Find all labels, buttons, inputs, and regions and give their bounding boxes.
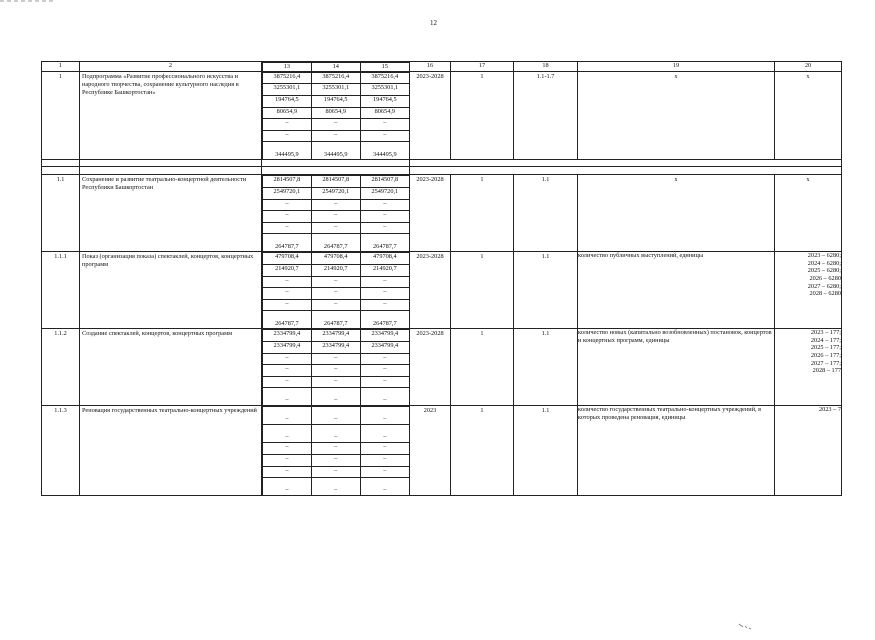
- fin-value: –: [360, 365, 409, 377]
- fin-value: 479708,4: [360, 253, 409, 265]
- fin-value: –: [263, 376, 312, 388]
- fin-value: –: [360, 376, 409, 388]
- fin-value: 264787,7: [360, 234, 409, 252]
- col-header-14: 14: [311, 63, 360, 71]
- fin-value: 264787,7: [263, 234, 312, 252]
- fin-value: –: [360, 425, 409, 443]
- row-period: 2023-2028: [410, 71, 451, 160]
- fin-value: 2549720,1: [360, 188, 409, 200]
- fin-value: –: [311, 130, 360, 142]
- fin-value: –: [263, 130, 312, 142]
- fin-value: –: [360, 388, 409, 406]
- fin-value: –: [263, 222, 312, 234]
- program-table: [41, 61, 842, 496]
- page-number: 12: [430, 19, 437, 27]
- row-metric: количество новых (капитально возобновленных) постановок, концертов и концертных программ, единицы: [578, 329, 775, 406]
- row-metric: x: [578, 71, 775, 160]
- fin-value: –: [311, 199, 360, 211]
- finance-cell: [262, 329, 410, 406]
- fin-value: –: [360, 299, 409, 311]
- fin-value: –: [360, 130, 409, 142]
- finance-subtable: [262, 329, 409, 405]
- fin-value: –: [263, 407, 312, 425]
- fin-value: –: [311, 222, 360, 234]
- value-line: 2024 – 177;: [810, 336, 841, 344]
- fin-value: –: [311, 425, 360, 443]
- fin-value: 2814507,8: [311, 176, 360, 188]
- pen-mark: [738, 622, 752, 630]
- fin-value: 3255301,1: [263, 84, 312, 96]
- fin-value: –: [360, 443, 409, 455]
- fin-value: –: [311, 443, 360, 455]
- fin-value: 80654,9: [360, 107, 409, 119]
- fin-value: –: [311, 299, 360, 311]
- fin-value: –: [263, 276, 312, 288]
- fin-value: 2334799,4: [360, 330, 409, 342]
- spacer-row: [42, 167, 842, 175]
- table-row: [42, 252, 842, 329]
- fin-value: –: [360, 199, 409, 211]
- fin-value: –: [263, 388, 312, 406]
- row-values: [775, 406, 842, 496]
- row-col17: 1: [451, 175, 514, 252]
- fin-value: 80654,9: [263, 107, 312, 119]
- col-header-17: 17: [451, 62, 514, 72]
- row-name: Сохранение и развитие театрально-концертной деятельности Республики Башкортостан: [80, 175, 262, 252]
- fin-value: 194764,5: [311, 96, 360, 108]
- fin-value: 3875216,4: [311, 72, 360, 84]
- row-name: Показ (организация показа) спектаклей, концертов, концертных программ: [80, 252, 262, 329]
- value-line: 2028 – 6280: [809, 290, 841, 298]
- row-metric: количество публичных выступлений, единицы: [578, 252, 775, 329]
- row-col17: 1: [451, 252, 514, 329]
- row-metric: количество государственных театрально-концертных учреждений, в которых проведена реновация, единицы: [578, 406, 775, 496]
- fin-value: 2814507,8: [360, 176, 409, 188]
- table-row: [42, 175, 842, 252]
- value-line: 2028 – 177: [812, 367, 841, 375]
- fin-value: –: [311, 454, 360, 466]
- value-line: 2024 – 6280;: [807, 259, 841, 267]
- fin-value: 2549720,1: [263, 188, 312, 200]
- fin-value: –: [263, 454, 312, 466]
- fin-value: 2334799,4: [360, 341, 409, 353]
- fin-value: 2334799,4: [311, 341, 360, 353]
- col-header-1: 1: [42, 62, 80, 72]
- fin-value: –: [311, 211, 360, 223]
- fin-value: 2814507,8: [263, 176, 312, 188]
- fin-value: –: [360, 222, 409, 234]
- fin-value: –: [360, 211, 409, 223]
- fin-value: –: [311, 388, 360, 406]
- finance-subtable: [262, 72, 409, 160]
- finance-cell: [262, 71, 410, 160]
- fin-value: 194764,5: [263, 96, 312, 108]
- fin-value: –: [360, 454, 409, 466]
- value-line: 2027 – 177;: [810, 359, 841, 367]
- fin-value: –: [263, 365, 312, 377]
- row-id: 1.1.1: [42, 252, 80, 329]
- row-col17: 1: [451, 406, 514, 496]
- fin-value: 3255301,1: [311, 84, 360, 96]
- fin-value: –: [360, 119, 409, 131]
- row-name: Создание спектаклей, концертов, концертных программ: [80, 329, 262, 406]
- row-col18: 1.1: [514, 329, 578, 406]
- table-row: [42, 329, 842, 406]
- fin-value: –: [360, 407, 409, 425]
- finance-subtable: [262, 252, 409, 328]
- row-metric: x: [578, 175, 775, 252]
- col-header-18: 18: [514, 62, 578, 72]
- value-line: 2023 – 177;: [810, 329, 841, 337]
- fin-value: –: [311, 365, 360, 377]
- fin-value: –: [311, 376, 360, 388]
- value-line: 2023 – 6280;: [807, 252, 841, 260]
- fin-value: 214920,7: [263, 264, 312, 276]
- column-header-row: [42, 62, 842, 72]
- row-id: 1.1: [42, 175, 80, 252]
- finance-subtable: [262, 175, 409, 251]
- fin-value: –: [263, 199, 312, 211]
- row-period: 2023-2028: [410, 175, 451, 252]
- col-header-16: 16: [410, 62, 451, 72]
- fin-value: –: [360, 353, 409, 365]
- fin-value: 2334799,4: [311, 330, 360, 342]
- table-row: [42, 71, 842, 160]
- fin-value: 2549720,1: [311, 188, 360, 200]
- fin-value: 344495,9: [263, 142, 312, 160]
- fin-value: 264787,7: [263, 311, 312, 329]
- fin-value: –: [263, 425, 312, 443]
- row-name: Реновация государственных театрально-концертных учреждений: [80, 406, 262, 496]
- fin-value: 264787,7: [311, 311, 360, 329]
- fin-value: 3875216,4: [263, 72, 312, 84]
- fin-value: –: [263, 288, 312, 300]
- fin-value: –: [360, 276, 409, 288]
- col-header-13: 13: [263, 63, 312, 71]
- fin-value: –: [311, 353, 360, 365]
- row-name: Подпрограмма «Развитие профессионального искусства и народного творчества, сохранение культурного наследия в Республике Башкортостан»: [80, 71, 262, 160]
- row-col18: 1.1: [514, 175, 578, 252]
- fin-value: –: [263, 211, 312, 223]
- fin-value: 264787,7: [311, 234, 360, 252]
- col-header-2: 2: [80, 62, 262, 72]
- fin-value: 80654,9: [311, 107, 360, 119]
- col-header-20: 20: [775, 62, 842, 72]
- fin-value: 479708,4: [263, 253, 312, 265]
- fin-value: –: [311, 478, 360, 496]
- fin-value: 214920,7: [360, 264, 409, 276]
- finance-subtable: [262, 406, 409, 495]
- col-header-19: 19: [578, 62, 775, 72]
- fin-value: –: [263, 353, 312, 365]
- fin-value: –: [360, 478, 409, 496]
- fin-value: –: [263, 478, 312, 496]
- fin-value: 3875216,4: [360, 72, 409, 84]
- col-header-15: 15: [360, 63, 409, 71]
- row-period: 2023: [410, 406, 451, 496]
- fin-value: –: [311, 288, 360, 300]
- row-col17: 1: [451, 329, 514, 406]
- spacer-row: [42, 160, 842, 167]
- row-col18: 1.1: [514, 252, 578, 329]
- col-header-13-15: [262, 62, 410, 72]
- fin-value: 2334799,4: [263, 330, 312, 342]
- fin-value: –: [311, 407, 360, 425]
- finance-cell: [262, 252, 410, 329]
- fin-value: –: [263, 299, 312, 311]
- scan-edge-mark: [0, 0, 55, 3]
- fin-value: –: [360, 288, 409, 300]
- value-line: 2025 – 177;: [810, 344, 841, 352]
- fin-value: –: [311, 276, 360, 288]
- fin-value: 214920,7: [311, 264, 360, 276]
- fin-value: 2334799,4: [263, 341, 312, 353]
- fin-value: 194764,5: [360, 96, 409, 108]
- value-line: 2023 – 7: [818, 406, 841, 414]
- table-row: [42, 406, 842, 496]
- fin-value: –: [263, 119, 312, 131]
- row-period: 2023-2028: [410, 329, 451, 406]
- row-id: 1.1.2: [42, 329, 80, 406]
- row-values: [775, 252, 842, 329]
- fin-value: 3255301,1: [360, 84, 409, 96]
- row-values: [775, 329, 842, 406]
- fin-value: 479708,4: [311, 253, 360, 265]
- finance-cell: [262, 175, 410, 252]
- row-id: 1: [42, 71, 80, 160]
- fin-value: –: [263, 466, 312, 478]
- finance-cell: [262, 406, 410, 496]
- row-id: 1.1.3: [42, 406, 80, 496]
- fin-value: –: [263, 443, 312, 455]
- value-line: 2027 – 6280;: [807, 282, 841, 290]
- value-line: 2025 – 6280;: [807, 267, 841, 275]
- fin-value: 344495,9: [360, 142, 409, 160]
- value-line: 2026 – 177;: [810, 352, 841, 359]
- row-period: 2023-2028: [410, 252, 451, 329]
- row-col17: 1: [451, 71, 514, 160]
- row-col18: 1.1: [514, 406, 578, 496]
- fin-value: –: [311, 466, 360, 478]
- row-values: x: [775, 71, 842, 160]
- fin-value: 264787,7: [360, 311, 409, 329]
- fin-value: –: [311, 119, 360, 131]
- row-col18: 1.1-1.7: [514, 71, 578, 160]
- row-values: x: [775, 175, 842, 252]
- fin-value: –: [360, 466, 409, 478]
- fin-value: 344495,9: [311, 142, 360, 160]
- value-line: 2026 – 6280: [809, 275, 841, 283]
